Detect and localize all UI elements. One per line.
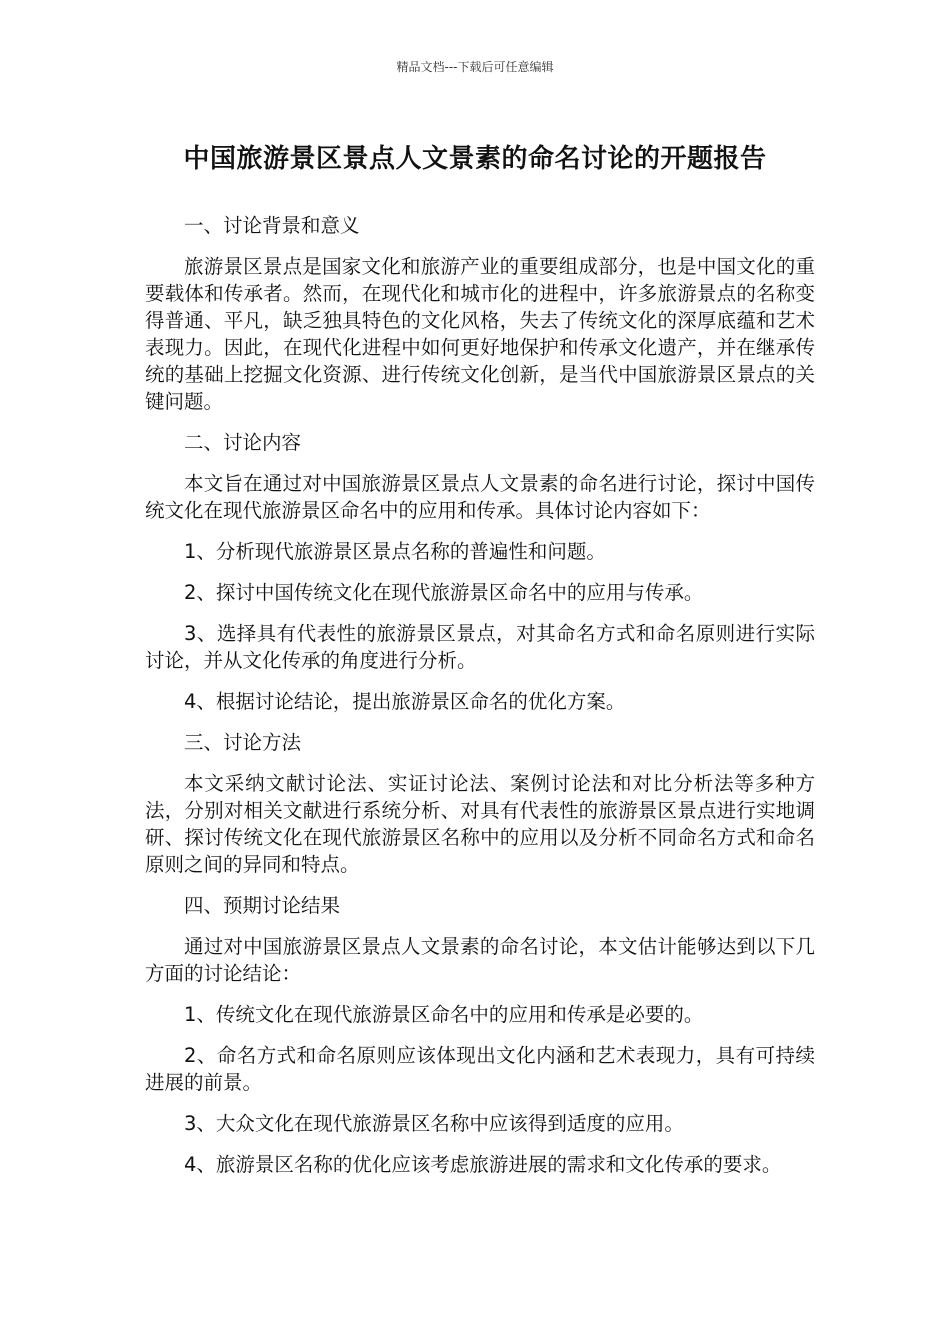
- section-heading-content: 二、讨论内容: [184, 431, 302, 454]
- list-item: 1、传统文化在现代旅游景区命名中的应用和传承是必要的。: [184, 1003, 704, 1026]
- list-item: 2、探讨中国传统文化在现代旅游景区命名中的应用与传承。: [184, 581, 704, 604]
- document-body: [145, 212, 815, 1192]
- list-item: 4、根据讨论结论，提出旅游景区命名的优化方案。: [184, 690, 626, 713]
- section-heading-background: 一、讨论背景和意义: [184, 214, 360, 237]
- paragraph-expected-intro: 通过对中国旅游景区景点人文景素的命名讨论，本文估计能够达到以下几方面的讨论结论：: [145, 935, 815, 985]
- paragraph-methods: 本文采纳文献讨论法、实证讨论法、案例讨论法和对比分析法等多种方法，分别对相关文献进行系统分析、对具有代表性的旅游景区景点进行实地调研、探讨传统文化在现代旅游景区名称中的应用以及分析不同命名方式和命名原则之间的异同和特点。: [145, 772, 815, 876]
- list-item: 1、分析现代旅游景区景点名称的普遍性和问题。: [184, 540, 606, 563]
- paragraph-background: 旅游景区景点是国家文化和旅游产业的重要组成部分，也是中国文化的重要载体和传承者。然而，在现代化和城市化的进程中，许多旅游景点的名称变得普通、平凡，缺乏独具特色的文化风格，失去了传统文化的深厚底蕴和艺术表现力。因此，在现代化进程中如何更好地保护和传承文化遗产，并在继承传统的基础上挖掘文化资源、进行传统文化创新，是当代中国旅游景区景点的关键问题。: [145, 255, 815, 413]
- list-item: 3、大众文化在现代旅游景区名称中应该得到适度的应用。: [184, 1112, 684, 1135]
- list-item: 3、选择具有代表性的旅游景区景点，对其命名方式和命名原则进行实际讨论，并从文化传承的角度进行分析。: [145, 622, 815, 672]
- page-title: 中国旅游景区景点人文景素的命名讨论的开题报告: [183, 144, 767, 174]
- section-heading-methods: 三、讨论方法: [184, 731, 302, 754]
- section-heading-expected-results: 四、预期讨论结果: [184, 894, 341, 917]
- list-item: 2、命名方式和命名原则应该体现出文化内涵和艺术表现力，具有可持续进展的前景。: [145, 1044, 815, 1094]
- paragraph-content-intro: 本文旨在通过对中国旅游景区景点人文景素的命名进行讨论，探讨中国传统文化在现代旅游景区命名中的应用和传承。具体讨论内容如下：: [145, 472, 815, 522]
- header-note: 精品文档---下载后可任意编辑: [396, 60, 554, 74]
- list-item: 4、旅游景区名称的优化应该考虑旅游进展的需求和文化传承的要求。: [184, 1153, 782, 1176]
